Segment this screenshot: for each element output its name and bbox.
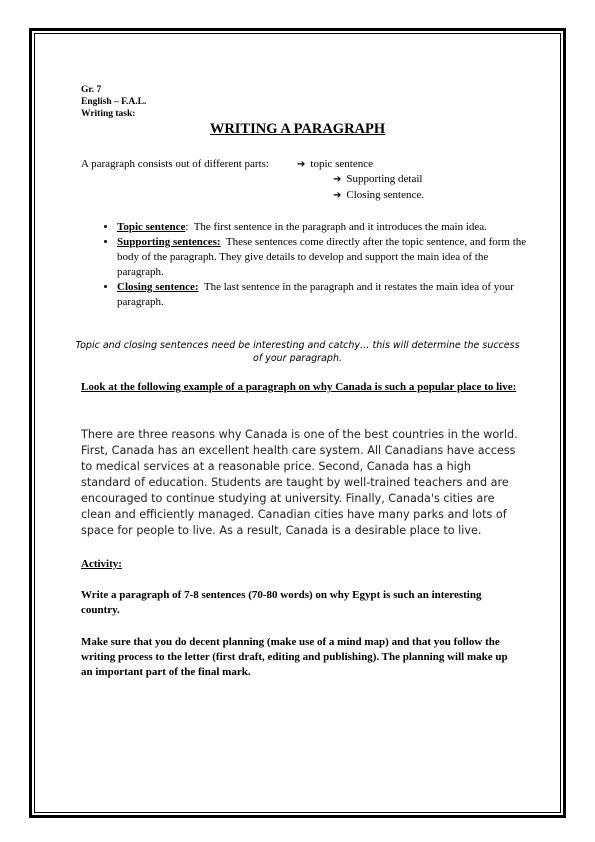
grade-label: Gr. 7	[81, 85, 102, 95]
definition-item	[117, 280, 537, 310]
arrow-right-icon: ➔	[333, 190, 342, 201]
intro-lead: A paragraph consists out of different parts:	[81, 158, 269, 170]
definition-text: These sentences come directly after the topic sentence, and form the body of the paragraph. They give details to develop and support the main idea of the paragraph.	[117, 236, 527, 278]
example-paragraph: There are three reasons why Canada is one of the best countries in the world. First, Canada has an excellent health care system. All Canadians have access to medical services at a reasonable price. Second, Canada has a high standard of education. Students are taught by well-trained teachers and are encouraged to continue studying at university. Finally, Canada's cities are clean and efficiently managed. Canadian cities have many parks and lots of space for people to live. As a result, Canada is a desirable place to live.	[81, 428, 518, 537]
definition-text: The last sentence in the paragraph and it restates the main idea of your paragraph.	[117, 281, 514, 308]
definition-term: Supporting sentences:	[117, 236, 221, 248]
arrow-right-icon: ➔	[333, 174, 342, 185]
definition-term: Closing sentence:	[117, 281, 199, 293]
activity-label: Activity:	[81, 558, 122, 570]
example-heading: Look at the following example of a paragraph on why Canada is such a popular place to live:	[81, 381, 517, 393]
page-border-inner	[34, 33, 561, 813]
definition-text: The first sentence in the paragraph and it introduces the main idea.	[193, 221, 487, 233]
intro-part-1	[297, 157, 373, 172]
subject-label: English – F.A.L.	[81, 97, 147, 107]
intro-part-text: Closing sentence.	[346, 189, 424, 201]
definition-list	[100, 220, 537, 310]
task-label: Writing task:	[81, 109, 136, 119]
tip-note: Topic and closing sentences need be interesting and catchy… this will determine the success of your paragraph.	[75, 340, 520, 364]
intro-part-3	[333, 188, 424, 203]
intro-part-text: topic sentence	[310, 158, 374, 170]
activity-planning: Make sure that you do decent planning (make use of a mind map) and that you follow the writing process to the letter (first draft, editing and publishing). The planning will make up an important part of the final mark.	[81, 636, 508, 678]
intro-part-2	[333, 172, 422, 187]
definition-term: Topic sentence	[117, 221, 186, 233]
definition-item: • Topic sentence: The first sentence in the paragraph and it introduces the main idea.	[117, 220, 537, 235]
definition-item	[117, 235, 537, 280]
intro-part-text: Supporting detail	[346, 173, 423, 185]
activity-instruction: Write a paragraph of 7-8 sentences (70-80 words) on why Egypt is such an interesting country.	[81, 589, 482, 616]
arrow-right-icon: ➔	[297, 159, 306, 170]
page-title: WRITING A PARAGRAPH	[209, 121, 386, 137]
